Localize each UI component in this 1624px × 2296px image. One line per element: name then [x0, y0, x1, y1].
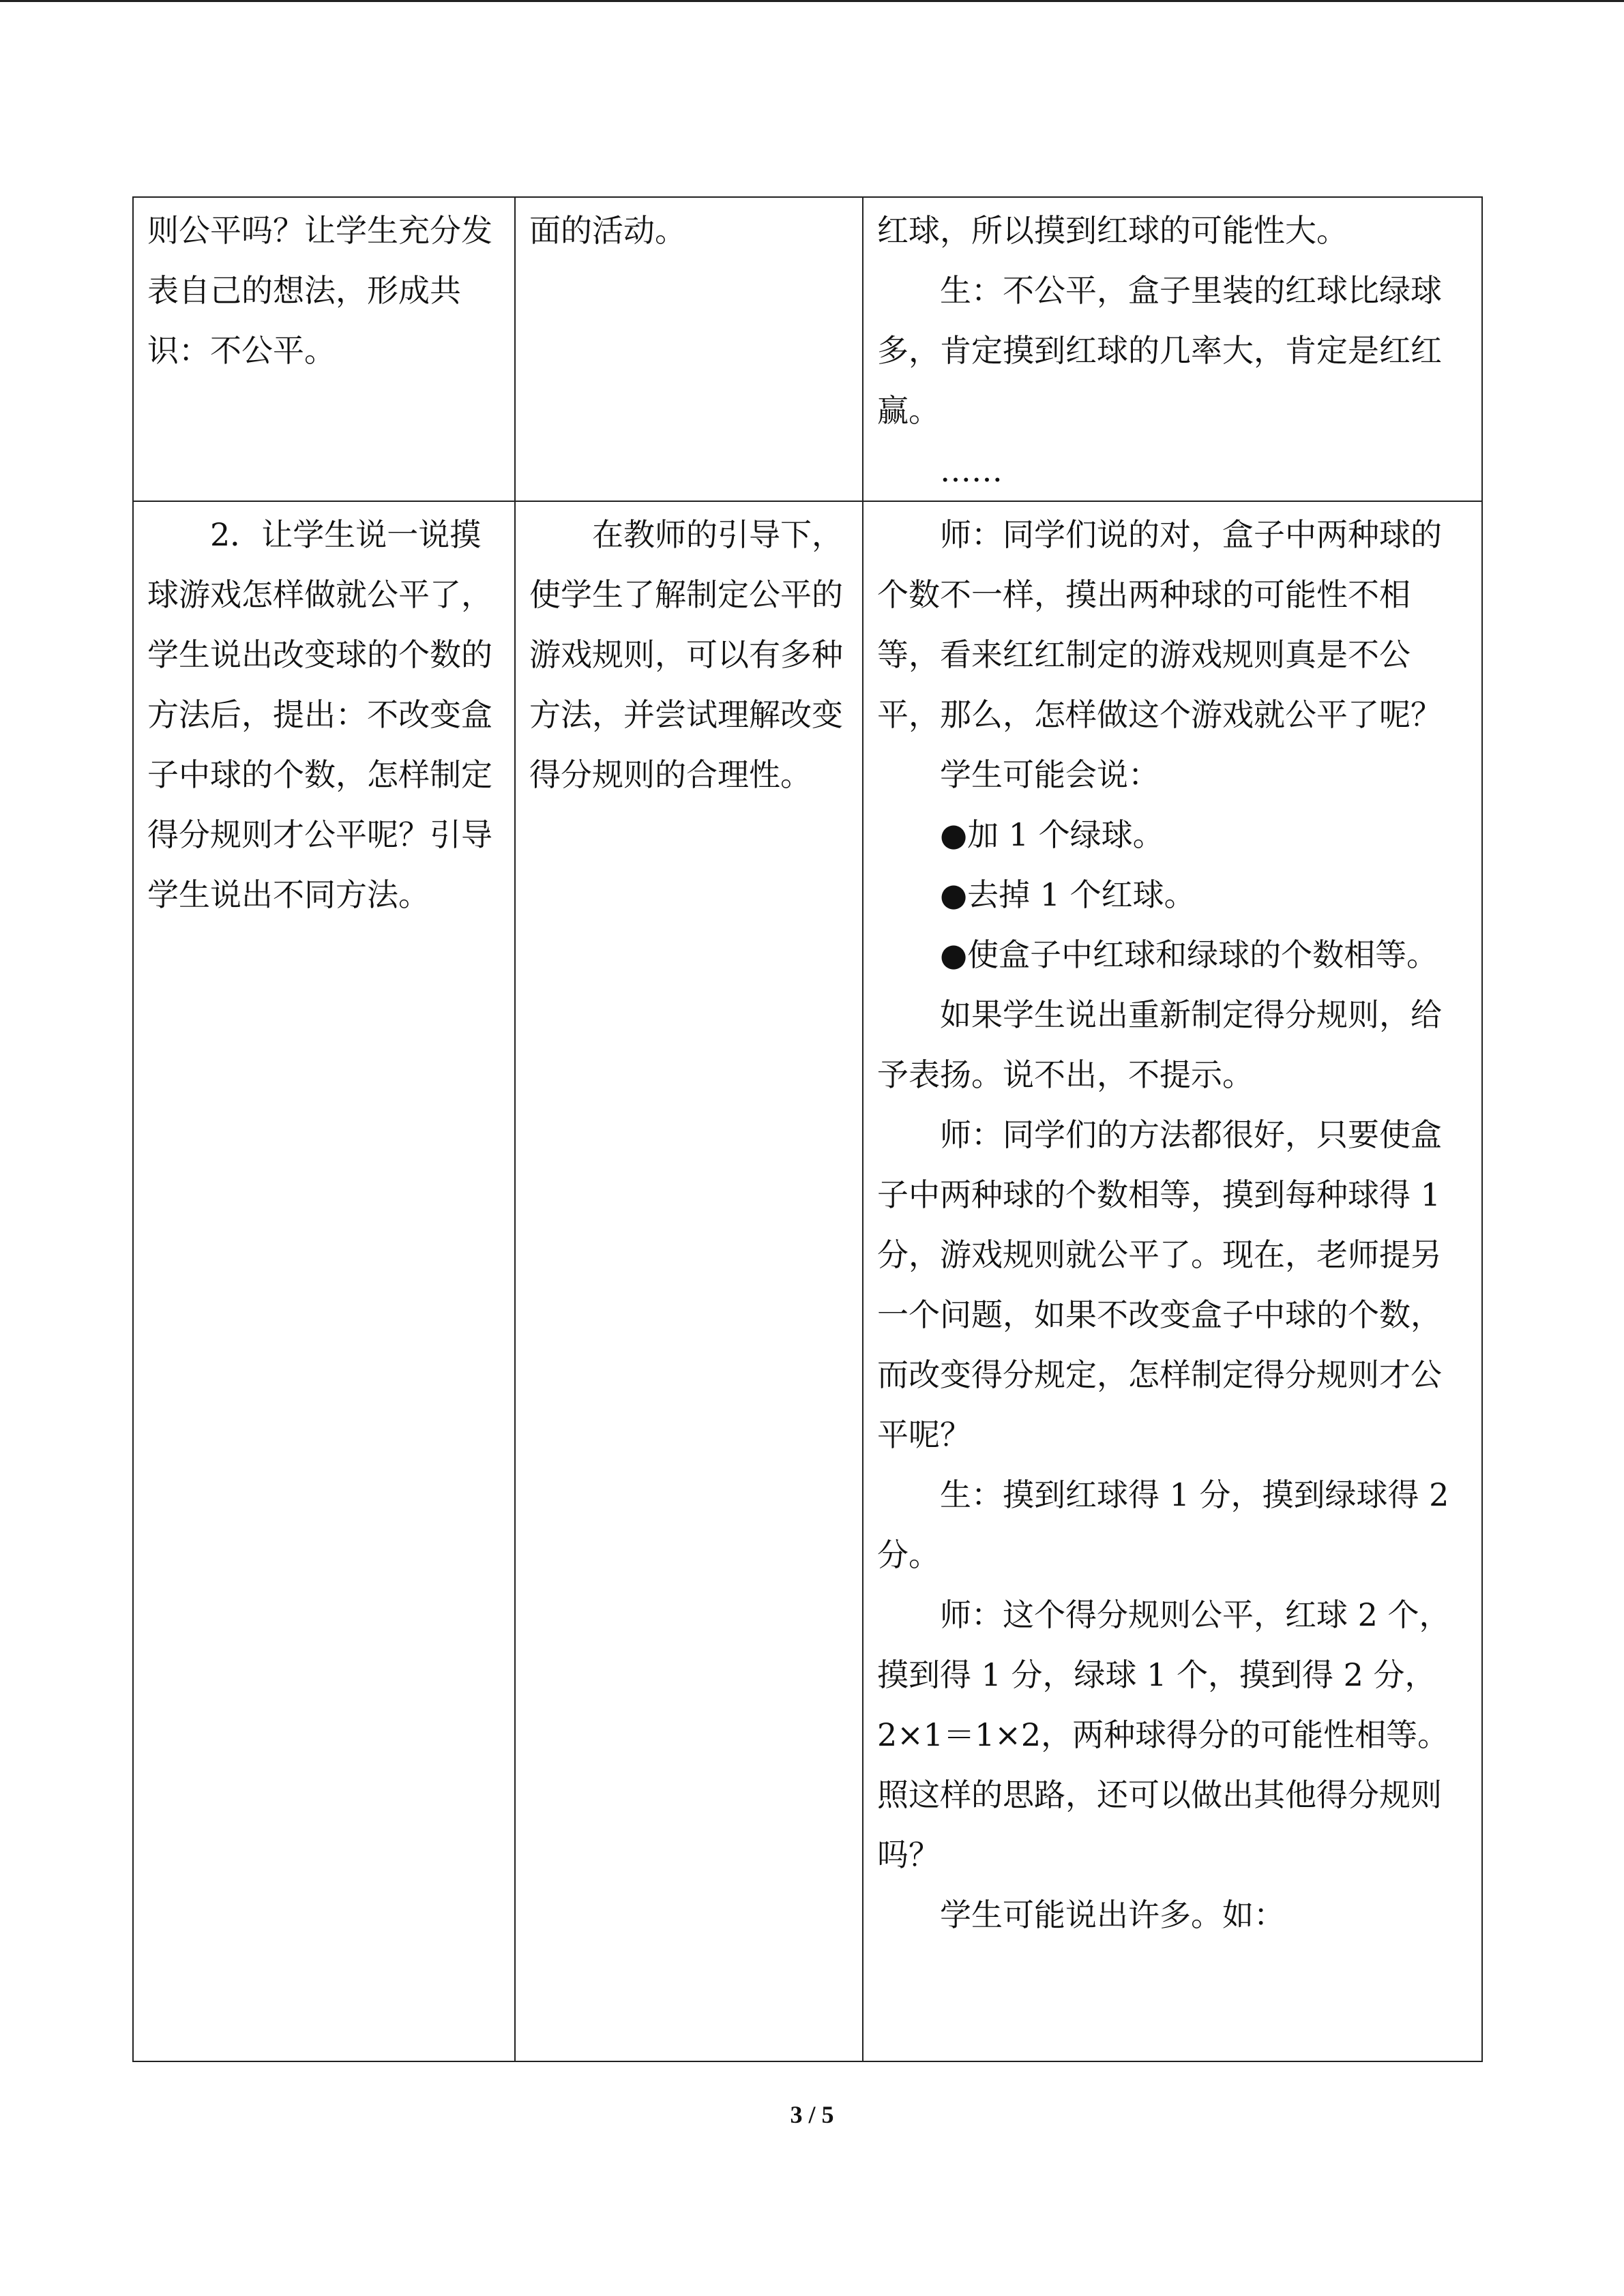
cell-paragraph: 学生可能说出许多。如：	[940, 1896, 1285, 1933]
cell-paragraph: 面的活动。	[529, 212, 686, 249]
cell-paragraph: 师：这个得分规则公平，红球 2 个，摸到得 1 分，绿球 1 个，摸到得 2 分，2×1＝1×2，两种球得分的可能性相等。照这样的思路，还可以做出其他得分规则吗？	[877, 1596, 1451, 1873]
cell-paragraph: 师：同学们的方法都很好，只要使盒子中两种球的个数相等，摸到每种球得 1 分，游戏规则就公平了。现在，老师提另一个问题，如果不改变盒子中球的个数，而改变得分规定，怎样制定得分规则才公平呢？	[877, 1116, 1442, 1453]
design-intent-cell	[515, 501, 863, 2061]
cell-paragraph: 则公平吗？让学生充分发表自己的想法，形成共识：不公平。	[147, 212, 492, 369]
bullet-item: ●去掉 1 个红球。	[940, 876, 1196, 913]
bullet-item: ●使盒子中红球和绿球的个数相等。	[940, 936, 1438, 973]
cell-paragraph: 生：不公平，盒子里装的红球比绿球多，肯定摸到红球的几率大，肯定是红红赢。	[877, 272, 1442, 429]
cell-paragraph: 生：摸到红球得 1 分，摸到绿球得 2 分。	[877, 1476, 1449, 1573]
cell-paragraph: 红球，所以摸到红球的可能性大。	[877, 212, 1348, 249]
cell-paragraph: 2．让学生说一说摸球游戏怎样做就公平了，学生说出改变球的个数的方法后，提出：不改变盒子中球的个数，怎样制定得分规则才公平呢？引导学生说出不同方法。	[147, 516, 492, 913]
cell-paragraph: 在教师的引导下，使学生了解制定公平的游戏规则，可以有多种方法，并尝试理解改变得分规则的合理性。	[529, 516, 843, 793]
lesson-plan-table	[132, 196, 1483, 2062]
cell-paragraph: 如果学生说出重新制定得分规则，给予表扬。说不出，不提示。	[877, 996, 1442, 1093]
teacher-activity-cell	[133, 197, 515, 501]
cell-paragraph: 师：同学们说的对，盒子中两种球的个数不一样，摸出两种球的可能性不相等，看来红红制定的游戏规则真是不公平，那么，怎样做这个游戏就公平了呢？	[877, 516, 1442, 733]
bullet-item: ●加 1 个绿球。	[940, 816, 1164, 853]
cell-paragraph: 学生可能会说：	[940, 756, 1160, 793]
table-row	[133, 501, 1482, 2061]
top-border-line	[0, 0, 1624, 2]
ellipsis-paragraph: ……	[940, 452, 1003, 489]
design-intent-cell	[515, 197, 863, 501]
page-number: 3 / 5	[790, 2101, 834, 2128]
class-process-cell	[863, 501, 1482, 2061]
table-row	[133, 197, 1482, 501]
teacher-activity-cell	[133, 501, 515, 2061]
class-process-cell	[863, 197, 1482, 501]
